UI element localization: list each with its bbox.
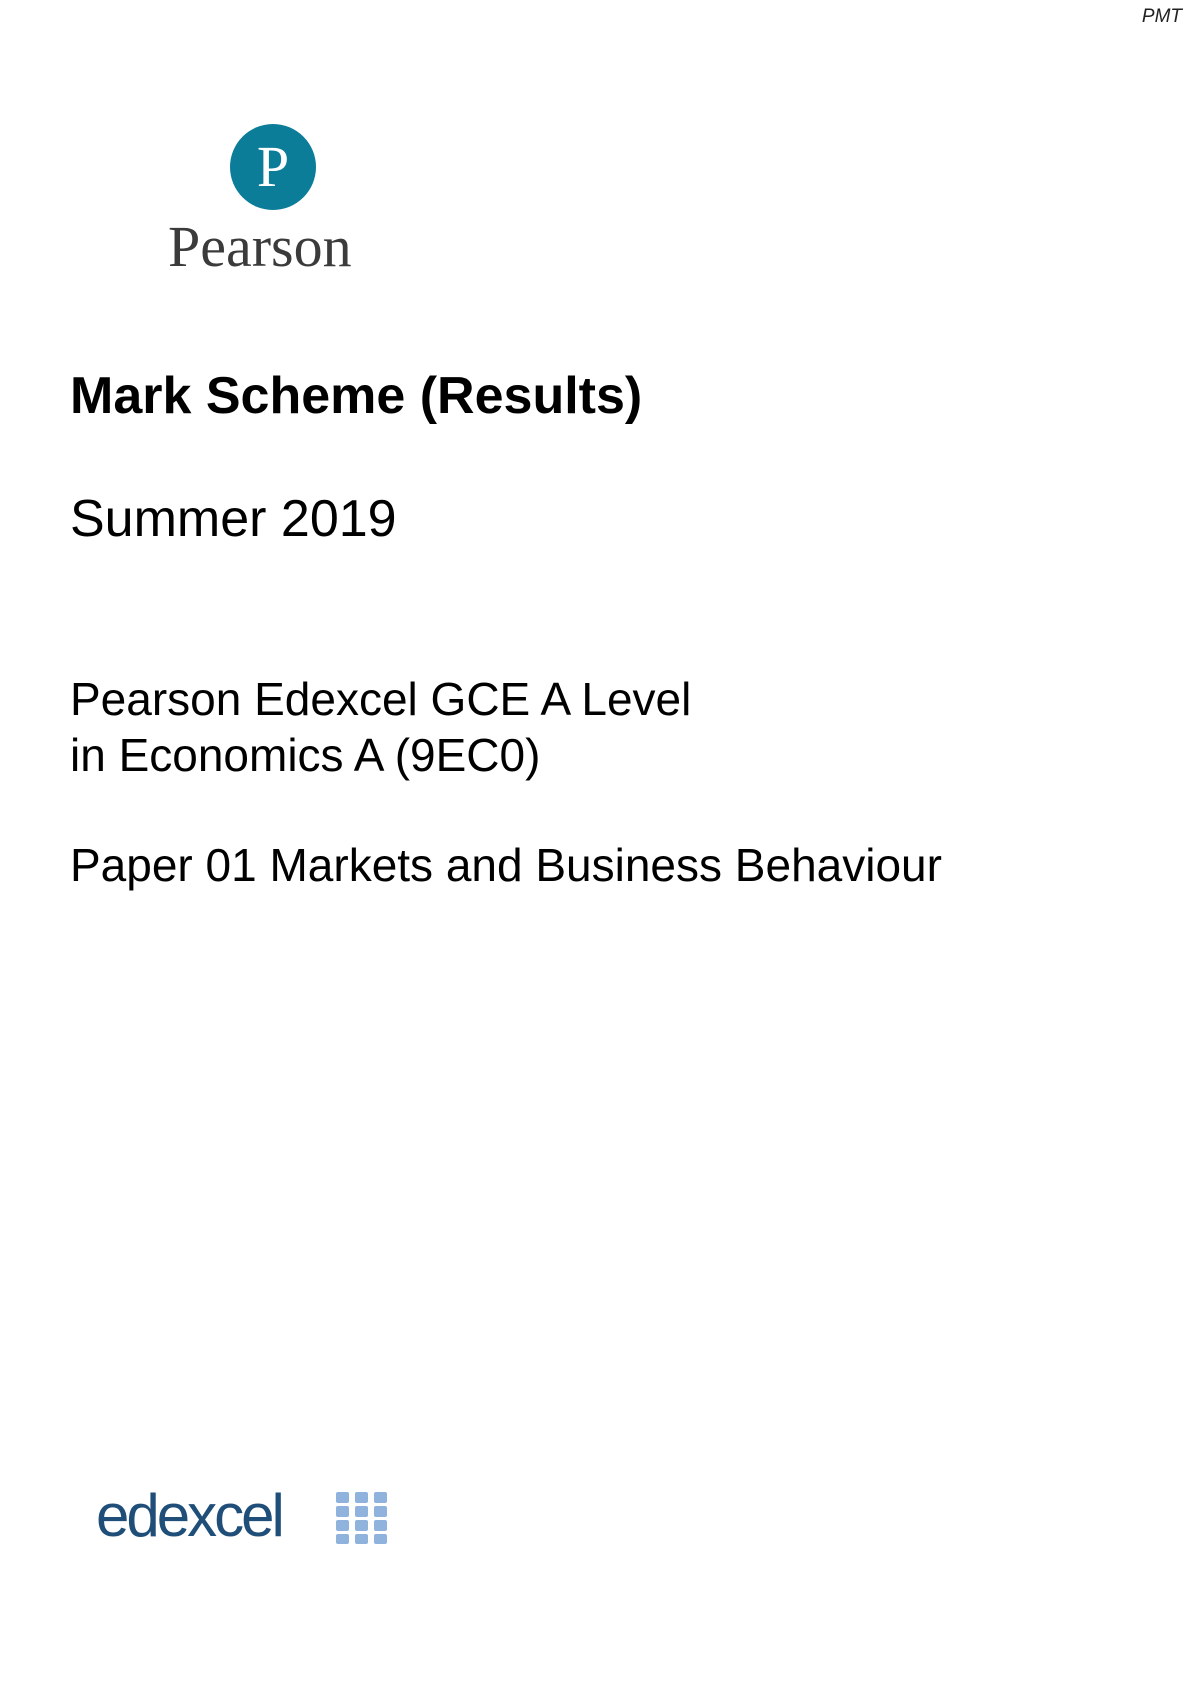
paper-title: Paper 01 Markets and Business Behaviour	[70, 839, 942, 891]
edexcel-wordmark: edexcel	[96, 1482, 282, 1549]
qualification	[70, 671, 691, 783]
edexcel-logo	[96, 1482, 416, 1556]
qualification-line-1: Pearson Edexcel GCE A Level	[70, 673, 692, 725]
pmt-watermark: PMT	[1141, 6, 1182, 27]
pearson-p-icon	[230, 124, 316, 210]
svg-text:P: P	[256, 134, 290, 199]
exam-season: Summer 2019	[70, 490, 397, 548]
edexcel-grid-icon	[334, 1490, 390, 1546]
qualification-line-2: in Economics A (9EC0)	[70, 729, 541, 781]
document-title: Mark Scheme (Results)	[70, 367, 643, 425]
pearson-wordmark: Pearson	[168, 214, 352, 279]
